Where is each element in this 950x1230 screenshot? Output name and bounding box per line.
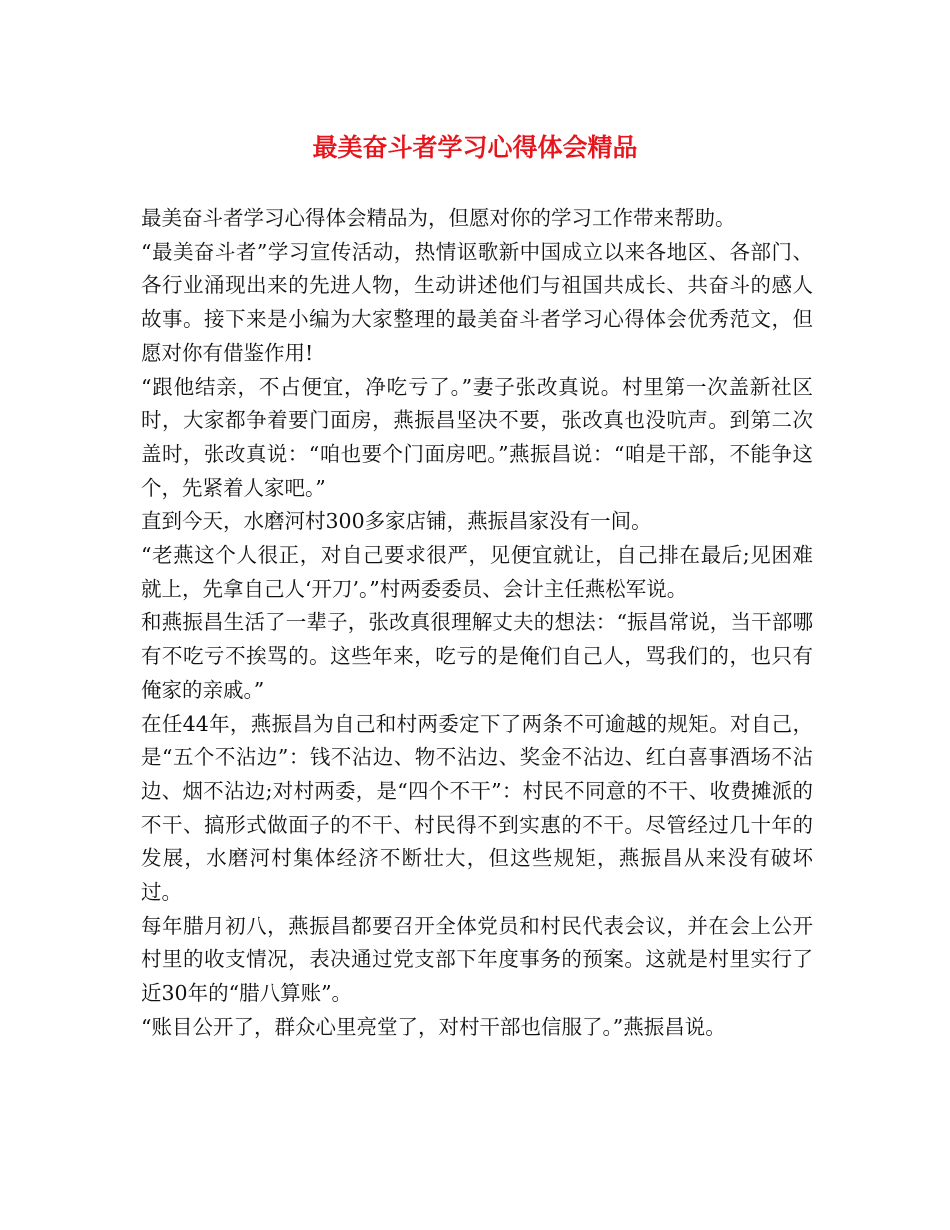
paragraph-rules: 在任44年，燕振昌为自己和村两委定下了两条不可逾越的规矩。对自己，是“五个不沾边”：钱不沾边、物不沾边、奖金不沾边、红白喜事酒场不沾边、烟不沾边;对村两委，是“四个不干”：村民不同意的不干、收费摊派的不干、搞形式做面子的不干、村民得不到实惠的不干。尽管经过几十年的发展，水磨河村集体经济不断壮大，但这些规矩，燕振昌从来没有破坏过。 — [141, 711, 813, 905]
paragraph-intro: 最美奋斗者学习心得体会精品为，但愿对你的学习工作带来帮助。 — [141, 206, 736, 230]
paragraph-laba-accounts: 每年腊月初八，燕振昌都要召开全体党员和村民代表会议，并在会上公开村里的收支情况，表决通过党支部下年度事务的预案。这就是村里实行了近30年的“腊八算账”。 — [141, 913, 813, 1006]
document-body — [141, 202, 813, 1045]
paragraph-colleague-quote: “老燕这个人很正，对自己要求很严，见便宜就让，自己排在最后;见困难就上，先拿自己人‘开刀’。”村两委委员、会计主任燕松军说。 — [141, 543, 813, 601]
paragraph-activity: “最美奋斗者”学习宣传活动，热情讴歌新中国成立以来各地区、各部门、各行业涌现出来的先进人物，生动讲述他们与祖国共成长、共奋斗的感人故事。接下来是小编为大家整理的最美奋斗者学习心得体会优秀范文，但愿对你有借鉴作用! — [141, 239, 813, 365]
document-title: 最美奋斗者学习心得体会精品 — [312, 133, 638, 162]
paragraph-wife-quote: “跟他结亲，不占便宜，净吃亏了。”妻子张改真说。村里第一次盖新社区时，大家都争着要门面房，燕振昌坚决不要，张改真也没吭声。到第二次盖时，张改真说：“咱也要个门面房吧。”燕振昌说：“咱是干部，不能争这个，先紧着人家吧。” — [141, 374, 813, 500]
paragraph-shops: 直到今天，水磨河村300多家店铺，燕振昌家没有一间。 — [141, 509, 652, 534]
paragraph-husband-words: 和燕振昌生活了一辈子，张改真很理解丈夫的想法：“振昌常说，当干部哪有不吃亏不挨骂的。这些年来，吃亏的是俺们自己人，骂我们的，也只有俺家的亲戚。” — [141, 610, 813, 702]
paragraph-closing-quote: “账目公开了，群众心里亮堂了，对村干部也信服了。”燕振昌说。 — [141, 1014, 726, 1039]
